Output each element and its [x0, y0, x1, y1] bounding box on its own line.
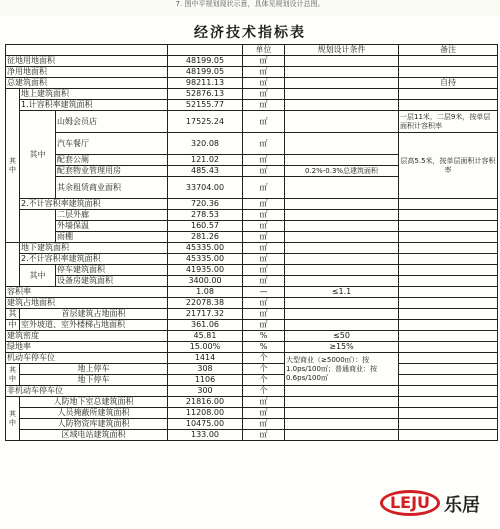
table-row	[6, 89, 498, 100]
indicator-table	[5, 44, 498, 441]
row-value: 361.06	[168, 320, 243, 331]
table-row	[6, 56, 498, 67]
table-row	[6, 199, 498, 210]
leju-logo-name: 乐居	[444, 495, 480, 516]
row-value: 21717.32	[168, 309, 243, 320]
row-value: 17525.24	[168, 111, 243, 133]
row-unit: ㎡	[243, 89, 285, 100]
row-value: 281.26	[168, 232, 243, 243]
row-label: 绿地率	[6, 342, 168, 353]
row-label: 非机动车停车位	[6, 386, 168, 397]
group-label: 其中	[6, 89, 20, 243]
table-row	[6, 364, 498, 375]
row-plan: ≥15%	[285, 342, 399, 353]
row-unit: ㎡	[243, 419, 285, 430]
row-value: 48199.05	[168, 56, 243, 67]
row-unit: %	[243, 331, 285, 342]
row-value: 160.57	[168, 221, 243, 232]
row-value: 308	[168, 364, 243, 375]
row-label: 外墙保温	[56, 221, 168, 232]
row-value: 45335.00	[168, 254, 243, 265]
row-unit: ㎡	[243, 166, 285, 177]
table-row	[6, 375, 498, 386]
row-unit: ㎡	[243, 78, 285, 89]
row-unit: ㎡	[243, 56, 285, 67]
row-unit: ㎡	[243, 254, 285, 265]
row-label: 室外坡道、室外楼梯占地面积	[20, 320, 168, 331]
row-label: 人员掩蔽所建筑面积	[20, 408, 168, 419]
row-unit: ㎡	[243, 177, 285, 199]
row-unit: 个	[243, 353, 285, 364]
row-unit: ㎡	[243, 210, 285, 221]
table-row	[6, 276, 498, 287]
row-plan: ≤50	[285, 331, 399, 342]
row-label: 地上停车	[20, 364, 168, 375]
table-row	[6, 232, 498, 243]
row-remark: 一层11米，二层9米，按单层面积计容积率	[399, 111, 498, 133]
row-label: 区域电站建筑面积	[20, 430, 168, 441]
table-row	[6, 331, 498, 342]
row-label: 人防地下室总建筑面积	[20, 397, 168, 408]
table-row	[6, 397, 498, 408]
table-row	[6, 265, 498, 276]
row-label: 2.不计容积率建筑面积	[20, 199, 168, 210]
row-remark: 层高5.5米，按单层面积计容积率	[399, 133, 498, 199]
row-unit: 个	[243, 386, 285, 397]
table-row	[6, 342, 498, 353]
row-label: 容积率	[6, 287, 168, 298]
row-remark: 自持	[399, 78, 498, 89]
group-label: 其中	[20, 111, 56, 199]
row-unit: ㎡	[243, 243, 285, 254]
table-row	[6, 408, 498, 419]
row-unit: ㎡	[243, 133, 285, 155]
row-label: 净用地面积	[6, 67, 168, 78]
row-value: 1.08	[168, 287, 243, 298]
table-row	[6, 78, 498, 89]
row-unit: ㎡	[243, 309, 285, 320]
header-remark: 备注	[399, 45, 498, 56]
row-label: 配套物业管理用房	[56, 166, 168, 177]
row-value: 52876.13	[168, 89, 243, 100]
row-unit: ㎡	[243, 155, 285, 166]
row-value: 48199.05	[168, 67, 243, 78]
row-label: 2.不计容积率建筑面积	[20, 254, 168, 265]
row-unit: ㎡	[243, 111, 285, 133]
page-title: 经济技术指标表	[194, 25, 306, 41]
row-value: 22078.38	[168, 298, 243, 309]
row-plan: 大型商业（≥5000㎡）：按1.0ps/100㎡；普通商业：按0.6ps/100㎡	[285, 353, 399, 386]
table-row	[6, 287, 498, 298]
table-header-row	[6, 45, 498, 56]
table-row	[6, 100, 498, 111]
row-unit: ㎡	[243, 265, 285, 276]
row-value: 21816.00	[168, 397, 243, 408]
row-label: 配套公厕	[56, 155, 168, 166]
row-value: 15.00%	[168, 342, 243, 353]
row-unit: ㎡	[243, 221, 285, 232]
table-row	[6, 309, 498, 320]
row-unit: ㎡	[243, 67, 285, 78]
row-unit: ㎡	[243, 199, 285, 210]
row-unit: ㎡	[243, 408, 285, 419]
row-label: 建筑占地面积	[6, 298, 168, 309]
row-label: 征地用地面积	[6, 56, 168, 67]
row-plan: 0.2%-0.3%总建筑面积	[285, 166, 399, 177]
top-note: 7. 图中平规划现状示意，具体见规划设计总图。	[175, 0, 325, 8]
row-label: 建筑密度	[6, 331, 168, 342]
row-value: 485.43	[168, 166, 243, 177]
row-value: 320.08	[168, 133, 243, 155]
row-value: 41935.00	[168, 265, 243, 276]
row-label: 首层建筑占地面积	[20, 309, 168, 320]
table-row	[6, 298, 498, 309]
row-label: 汽车餐厅	[56, 133, 168, 155]
row-unit: ㎡	[243, 397, 285, 408]
group-label: 中	[6, 320, 20, 331]
table-row	[6, 67, 498, 78]
row-unit: ㎡	[243, 298, 285, 309]
row-value: 52155.77	[168, 100, 243, 111]
header-unit: 单位	[243, 45, 285, 56]
row-label: 地下停车	[20, 375, 168, 386]
row-unit: %	[243, 342, 285, 353]
row-unit: ㎡	[243, 320, 285, 331]
row-label: 停车建筑面积	[56, 265, 168, 276]
row-value: 720.36	[168, 199, 243, 210]
table-row	[6, 353, 498, 364]
leju-logo-mark: LEJU	[380, 490, 440, 516]
table-row	[6, 210, 498, 221]
row-unit: 个	[243, 364, 285, 375]
row-label: 地上建筑面积	[20, 89, 168, 100]
row-value: 121.02	[168, 155, 243, 166]
table-row	[6, 111, 498, 133]
row-unit: ㎡	[243, 100, 285, 111]
row-unit: ㎡	[243, 430, 285, 441]
table-row	[6, 133, 498, 155]
row-value: 133.00	[168, 430, 243, 441]
row-label: 地下建筑面积	[20, 243, 168, 254]
row-value: 278.53	[168, 210, 243, 221]
group-label: 其	[6, 309, 20, 320]
row-value: 300	[168, 386, 243, 397]
row-unit: ㎡	[243, 276, 285, 287]
row-value: 1414	[168, 353, 243, 364]
row-label: 其余租赁商业面积	[56, 177, 168, 199]
table-row	[6, 221, 498, 232]
row-label: 山姆会员店	[56, 111, 168, 133]
row-unit: 个	[243, 375, 285, 386]
group-label: 其中	[6, 397, 20, 441]
leju-logo	[380, 488, 495, 520]
row-label: 二层外廊	[56, 210, 168, 221]
row-value: 45.81	[168, 331, 243, 342]
row-label: 人防物资库建筑面积	[20, 419, 168, 430]
row-value: 98211.13	[168, 78, 243, 89]
row-label: 机动车停车位	[6, 353, 168, 364]
row-value: 3400.00	[168, 276, 243, 287]
table-row	[6, 386, 498, 397]
row-label: 1.计容积率建筑面积	[20, 100, 168, 111]
row-label: 雨棚	[56, 232, 168, 243]
table-row	[6, 320, 498, 331]
row-unit: ㎡	[243, 232, 285, 243]
row-value: 10475.00	[168, 419, 243, 430]
table-row	[6, 254, 498, 265]
row-label: 设备房建筑面积	[56, 276, 168, 287]
row-value: 11208.00	[168, 408, 243, 419]
header-plan: 规划设计条件	[285, 45, 399, 56]
row-value: 33704.00	[168, 177, 243, 199]
row-plan: ≤1.1	[285, 287, 399, 298]
table-row	[6, 419, 498, 430]
row-value: 45335.00	[168, 243, 243, 254]
group-label: 其中	[6, 364, 20, 386]
row-value: 1106	[168, 375, 243, 386]
group-label: 其中	[20, 265, 56, 287]
table-row	[6, 243, 498, 254]
table-row	[6, 430, 498, 441]
row-unit: —	[243, 287, 285, 298]
row-label: 总建筑面积	[6, 78, 168, 89]
